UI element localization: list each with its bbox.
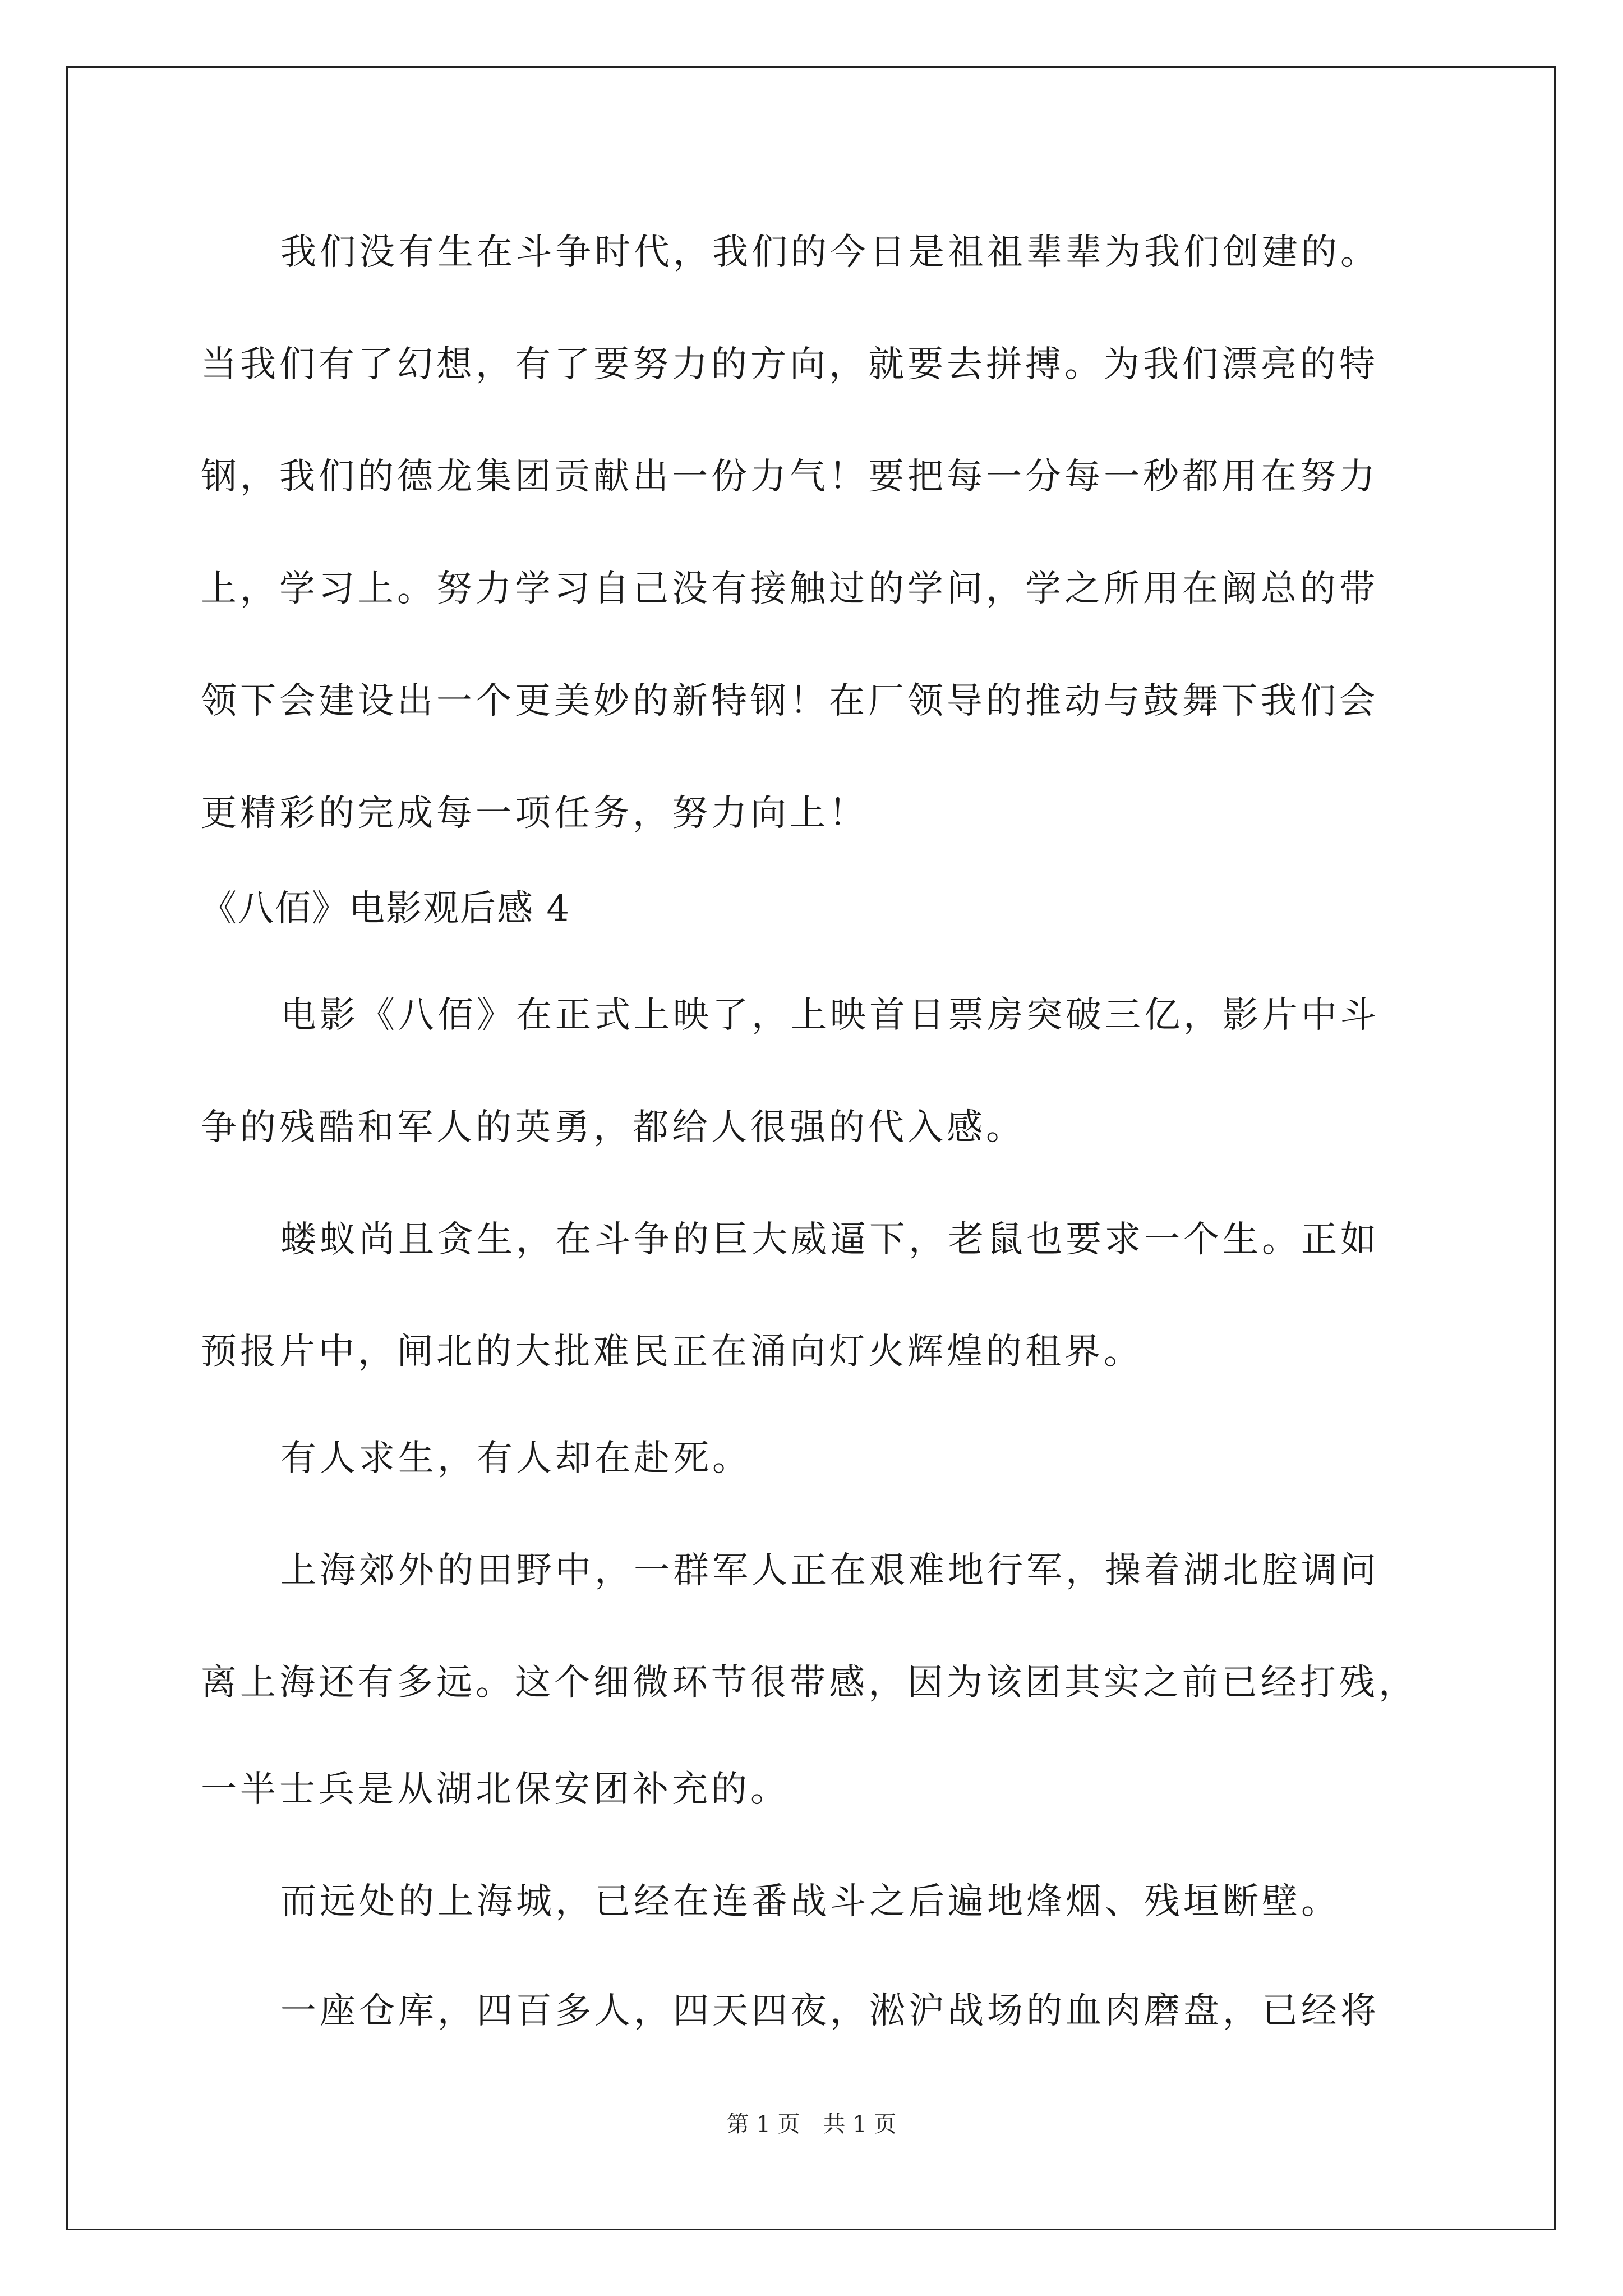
paragraph-line: 一半士兵是从湖北保安团补充的。 <box>201 1769 790 1810</box>
paragraph-line: 更精彩的完成每一项任务，努力向上！ <box>201 793 868 834</box>
paragraph-line: 上海郊外的田野中，一群军人正在艰难地行军，操着湖北腔调问 <box>280 1550 1380 1591</box>
paragraph-line: 蝼蚁尚且贪生，在斗争的巨大威逼下，老鼠也要求一个生。正如 <box>280 1219 1380 1260</box>
paragraph-line: 争的残酷和军人的英勇，都给人很强的代入感。 <box>201 1107 1025 1148</box>
paragraph-line: 钢，我们的德龙集团贡献出一份力气！要把每一分每一秒都用在努力 <box>201 456 1378 498</box>
paragraph-line: 有人求生，有人却在赴死。 <box>280 1438 751 1479</box>
paragraph-line: 而远处的上海城，已经在连番战斗之后遍地烽烟、残垣断壁。 <box>280 1881 1340 1922</box>
page-footer <box>0 2110 1623 2138</box>
section-heading: 《八佰》电影观后感 4 <box>201 888 571 930</box>
paragraph-line: 领下会建设出一个更美妙的新特钢！在厂领导的推动与鼓舞下我们会 <box>201 680 1378 722</box>
paragraph-line: 当我们有了幻想，有了要努力的方向，就要去拼搏。为我们漂亮的特 <box>201 344 1378 385</box>
paragraph-line: 我们没有生在斗争时代，我们的今日是祖祖辈辈为我们创建的。 <box>280 232 1380 273</box>
paragraph-line: 预报片中，闸北的大批难民正在涌向灯火辉煌的租界。 <box>201 1331 1143 1373</box>
paragraph-line: 上，学习上。努力学习自己没有接触过的学问，学之所用在阚总的带 <box>201 568 1378 610</box>
paragraph-line: 离上海还有多远。这个细微环节很带感，因为该团其实之前已经打残， <box>201 1662 1418 1704</box>
paragraph-line: 一座仓库，四百多人，四天四夜，淞沪战场的血肉磨盘，已经将 <box>280 1990 1380 2032</box>
page-total: 共 1 页 <box>823 2111 897 2137</box>
page-number: 第 1 页 <box>726 2111 800 2137</box>
paragraph-line: 电影《八佰》在正式上映了，上映首日票房突破三亿，影片中斗 <box>280 995 1380 1036</box>
